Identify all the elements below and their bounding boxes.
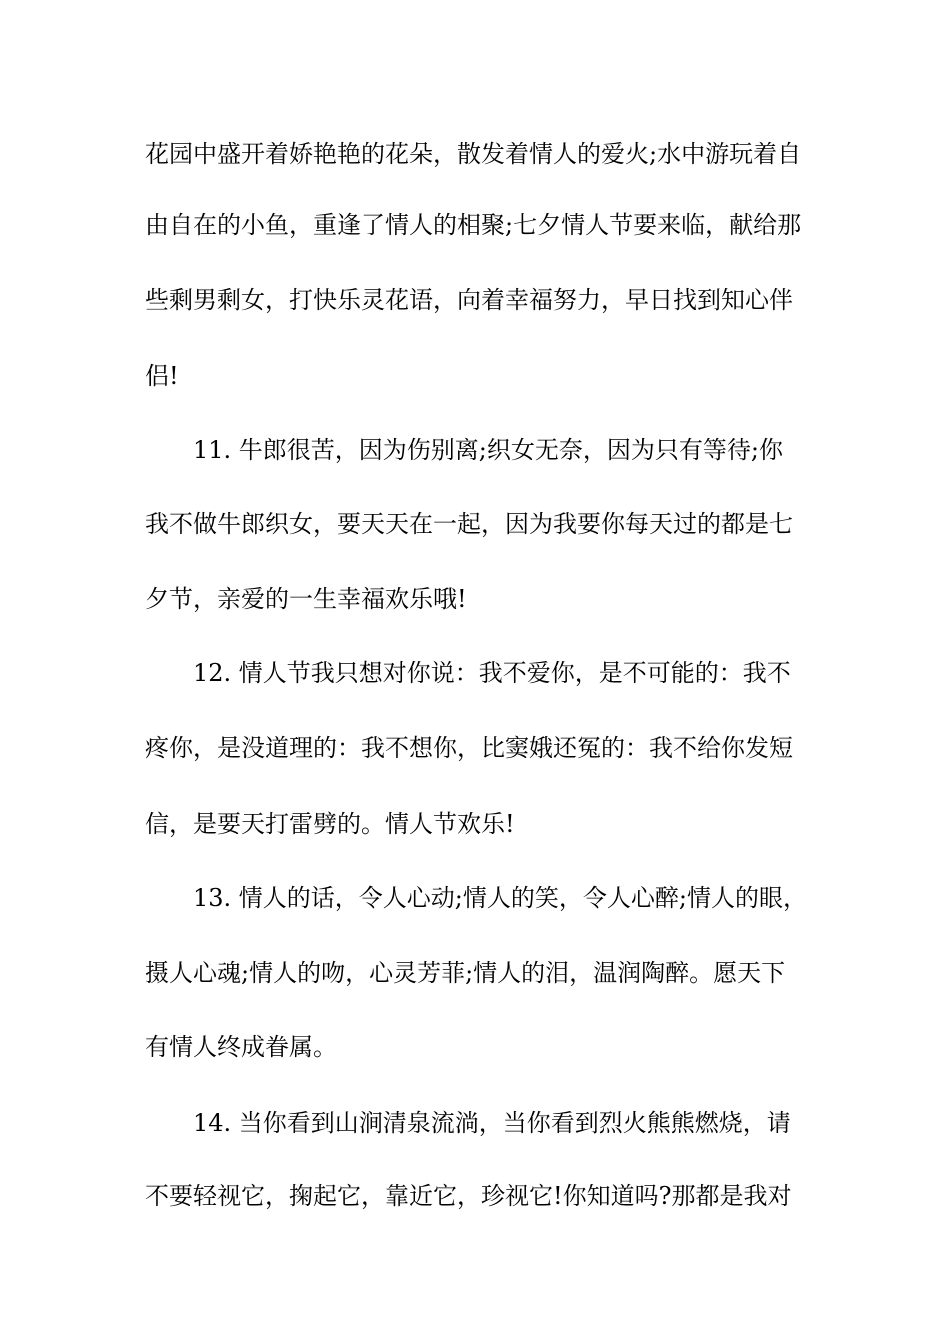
text-line: 不要轻视它，掬起它，靠近它，珍视它!你知道吗?那都是我对 [145, 1182, 792, 1210]
text-line: 摄人心魂;情人的吻，心灵芳菲;情人的泪，温润陶醉。愿天下 [145, 959, 786, 987]
text-line: 13. 情人的话，令人心动;情人的笑，令人心醉;情人的眼， [193, 884, 807, 912]
text-line: 信，是要天打雷劈的。情人节欢乐! [145, 810, 515, 838]
text-line: 有情人终成眷属。 [145, 1033, 337, 1061]
text-line: 12. 情人节我只想对你说：我不爱你，是不可能的：我不 [193, 659, 791, 687]
text-line: 14. 当你看到山涧清泉流淌，当你看到烈火熊熊燃烧，请 [193, 1109, 791, 1137]
text-line: 花园中盛开着娇艳艳的花朵，散发着情人的爱火;水中游玩着自 [145, 140, 802, 168]
text-line: 疼你，是没道理的：我不想你，比窦娥还冤的：我不给你发短 [145, 734, 793, 762]
text-line: 我不做牛郎织女，要天天在一起，因为我要你每天过的都是七 [145, 510, 793, 538]
text-line: 11. 牛郎很苦，因为伤别离;织女无奈，因为只有等待;你 [193, 436, 783, 464]
text-line: 些剩男剩女，打快乐灵花语，向着幸福努力，早日找到知心伴 [145, 286, 793, 314]
text-line: 夕节，亲爱的一生幸福欢乐哦! [145, 585, 467, 613]
text-line: 侣! [145, 362, 179, 390]
text-line: 由自在的小鱼，重逢了情人的相聚;七夕情人节要来临，献给那 [145, 211, 802, 239]
